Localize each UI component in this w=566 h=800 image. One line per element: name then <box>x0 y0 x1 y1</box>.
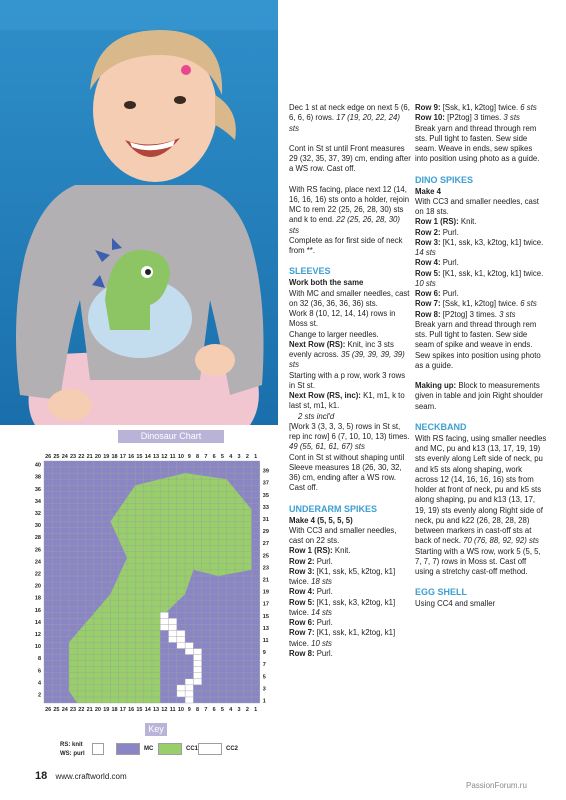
chart-cell-cc2 <box>160 612 168 618</box>
key-label-rs: RS: knit <box>60 742 83 748</box>
dinosaur-chart <box>0 446 278 746</box>
subheading: Make 4 <box>415 186 442 196</box>
instruction: Work 8 (10, 12, 14, 14) rows in Moss st. <box>289 309 396 329</box>
row-instruction: Row 4: Purl. <box>415 258 459 268</box>
chart-left-label: 14 <box>34 619 41 626</box>
making-up: Making up: Block to measurements given in table and join Right shoulder seam. <box>415 381 543 411</box>
chart-left-label: 4 <box>37 680 41 687</box>
chart-bottom-label: 4 <box>229 707 233 713</box>
chart-bottom-label: 7 <box>204 707 208 713</box>
chart-cell-cc2 <box>177 636 185 642</box>
chart-key <box>60 740 260 760</box>
chart-cell-cc2 <box>185 679 193 685</box>
heading-neckband: NECKBAND <box>415 421 467 432</box>
chart-left-label: 26 <box>34 547 41 554</box>
chart-bottom-label: 14 <box>144 707 151 713</box>
chart-right-label: 11 <box>262 638 269 644</box>
chart-bottom-label: 25 <box>53 707 60 713</box>
chart-right-label: 5 <box>262 674 266 681</box>
chart-top-label: 14 <box>144 454 151 460</box>
chart-cell-cc2 <box>185 649 193 655</box>
chart-cell-cc2 <box>160 618 168 624</box>
chart-bottom-label: 24 <box>61 707 68 713</box>
chart-bottom-label: 26 <box>45 707 52 713</box>
watermark: PassionForum.ru <box>466 781 527 790</box>
instruction: Using CC4 and smaller <box>415 599 496 609</box>
site-link[interactable]: www.craftworld.com <box>55 772 127 781</box>
chart-right-label: 35 <box>262 492 269 499</box>
chart-bottom-label: 6 <box>212 707 216 713</box>
chart-right-label: 3 <box>262 686 266 693</box>
chart-top-label: 24 <box>61 454 68 460</box>
paragraph: Dec 1 st at neck edge on next 5 (6, 6, 6, 6) rows. 17 (19, 20, 22, 24) sts <box>289 103 410 133</box>
instruction: Break yarn and thread through rem sts. Pull tight to fasten. Sew side seam. Weave in ends, sew spikes into position using photo as a guide. <box>415 123 540 164</box>
row-instruction: Row 10: [P2tog] 3 times. 3 sts <box>415 113 520 123</box>
row-instruction: Row 5: [K1, ssk, k1, k2tog, k1] twice. 10 sts <box>415 268 544 288</box>
chart-bottom-label: 23 <box>69 707 77 713</box>
chart-top-label: 11 <box>169 454 176 460</box>
chart-left-label: 22 <box>34 571 41 578</box>
chart-top-label: 1 <box>254 454 258 460</box>
chart-right-label: 39 <box>262 468 269 475</box>
chart-bottom-label: 13 <box>152 707 160 713</box>
subheading: Make 4 (5, 5, 5, 5) <box>289 515 353 525</box>
heading-egg-shell: EGG SHELL <box>415 587 468 598</box>
paragraph: With RS facing, place next 12 (14, 16, 16, 16) sts onto a holder, rejoin MC to rem 22 (25, 26, 28, 30) sts and k to end. 22 (25, 26, 28, 30) sts Complete as for first side of neck from **. <box>289 184 410 255</box>
instruction: Cast off. <box>289 483 318 493</box>
chart-top-label: 21 <box>86 454 93 460</box>
key-title: Key <box>145 723 167 736</box>
chart-cell-cc2 <box>169 624 177 630</box>
row-instruction: Row 9: [Ssk, k1, k2tog] twice. 6 sts <box>415 103 537 112</box>
chart-top-label: 18 <box>111 454 118 460</box>
chart-top-label: 16 <box>128 454 135 460</box>
hero-photo <box>0 0 278 425</box>
chart-right-label: 31 <box>262 517 269 523</box>
paragraph: Cont in St st until Front measures 29 (32, 35, 37, 39) cm, ending after a WS row. Cast off. <box>289 143 411 174</box>
chart-bottom-label: 8 <box>196 707 200 713</box>
chart-top-label: 13 <box>152 454 160 460</box>
row-instruction: Row 7: [Ssk, k1, k2tog] twice. 6 sts <box>415 299 537 309</box>
subheading: Work both the same <box>289 278 364 288</box>
chart-top-label: 17 <box>119 454 126 460</box>
row-instruction: Row 1 (RS): Knit. <box>415 217 477 227</box>
chart-left-label: 36 <box>34 486 41 493</box>
chart-left-label: 24 <box>34 559 41 566</box>
chart-right-label: 33 <box>262 504 269 511</box>
chart-top-label: 4 <box>229 454 233 460</box>
chart-bottom-label: 5 <box>220 707 224 713</box>
chart-left-label: 2 <box>37 692 41 699</box>
chart-top-label: 23 <box>69 454 77 460</box>
chart-cell-cc2 <box>193 679 201 685</box>
chart-cell-cc2 <box>169 636 177 642</box>
chart-bottom-label: 16 <box>128 707 135 713</box>
chart-left-label: 12 <box>34 631 41 638</box>
instruction: With MC and smaller needles, cast on 32 (36, 36, 36, 36) sts. <box>289 288 410 308</box>
chart-cell-cc2 <box>193 661 201 667</box>
chart-bottom-label: 19 <box>103 707 110 713</box>
chart-bottom-label: 9 <box>187 707 191 713</box>
chart-bottom-label: 18 <box>111 707 118 713</box>
row-instruction: Row 2: Purl. <box>415 227 459 237</box>
chart-cell-cc2 <box>193 655 201 661</box>
page-number: 18 <box>35 770 48 782</box>
key-label-ws: WS: purl <box>60 751 85 757</box>
key-swatch-cc1 <box>158 743 182 755</box>
row-instruction: Row 6: Purl. <box>415 289 459 298</box>
heading-sleeves: SLEEVES <box>289 266 331 277</box>
row-instruction: Row 4: Purl. <box>289 587 333 597</box>
row-instruction: Row 2: Purl. <box>289 556 333 566</box>
chart-right-label: 37 <box>262 480 269 487</box>
chart-bottom-label: 21 <box>86 707 93 713</box>
row-instruction: Row 5: [K1, ssk, k3, k2tog, k1] twice. 14 sts <box>289 597 396 617</box>
key-label-cc2: CC2 <box>226 746 239 752</box>
chart-left-label: 18 <box>34 595 41 602</box>
chart-cell-cc2 <box>177 643 185 649</box>
chart-cell-cc2 <box>193 649 201 655</box>
chart-bottom-label: 12 <box>161 707 168 713</box>
chart-cell-cc2 <box>177 691 185 697</box>
chart-left-label: 28 <box>34 535 41 542</box>
chart-cell-cc2 <box>177 630 185 636</box>
chart-right-label: 7 <box>262 662 266 669</box>
instruction: Cont in St st without shaping until Sleeve measures 18 (26, 30, 32, 36) cm, ending after a WS row. <box>289 452 405 482</box>
chart-gridlines <box>44 461 260 703</box>
chart-bottom-label: 2 <box>245 707 249 713</box>
chart-cell-cc2 <box>193 667 201 673</box>
chart-right-label: 15 <box>262 613 269 620</box>
chart-left-label: 6 <box>37 668 41 675</box>
key-label-cc1: CC1 <box>186 746 199 752</box>
chart-bottom-label: 11 <box>169 707 176 713</box>
instruction: [Work 3 (3, 3, 3, 5) rows in St st, rep inc row] 6 (7, 10, 10, 13) times. 49 (55, 61, 61, 67) sts <box>289 421 410 452</box>
chart-left-label: 10 <box>34 644 41 651</box>
chart-left-label: 8 <box>37 656 41 663</box>
row-instruction: Row 8: Purl. <box>289 648 333 658</box>
chart-top-label: 8 <box>196 454 200 460</box>
key-swatch-cc2 <box>198 743 222 755</box>
chart-top-label: 10 <box>177 454 185 460</box>
chart-right-label: 25 <box>262 553 269 560</box>
chart-left-label: 38 <box>34 474 41 481</box>
chart-right-label: 29 <box>262 529 269 536</box>
row-instruction: Row 1 (RS): Knit. <box>289 546 351 556</box>
chart-top-label: 5 <box>220 454 224 460</box>
chart-cell-cc2 <box>185 643 193 649</box>
chart-top-label: 15 <box>136 454 143 460</box>
instruction: With CC3 and smaller needles, cast on 22 sts. <box>289 525 397 545</box>
instruction: With RS facing, using smaller needles and MC, pu and k13 (13, 17, 19, 19) sts evenly along Left side of neck, pu and k5 sts along shaping, work across 12 (14, 16, 16, 16) sts from holder at front of neck, pu and k5 sts along shaping, pu and k13 (13, 17, 19, 19) sts evenly along Right side of neck, pu and k22 (26, 28, 28, 28) between markers in cast-off sts at back of neck. 70 (76, 88, 92, 92) sts <box>415 433 547 546</box>
row-instruction: Row 8: [P2tog] 3 times. 3 sts <box>415 309 516 319</box>
chart-top-label: 20 <box>94 454 102 460</box>
instruction: Next Row (RS): Knit, inc 3 sts evenly across. 35 (39, 39, 39, 39) sts <box>289 339 405 370</box>
chart-bottom-label: 15 <box>136 707 143 713</box>
chart-cell-cc2 <box>185 697 193 703</box>
chart-right-label: 19 <box>262 589 269 596</box>
chart-title: Dinosaur Chart <box>118 430 224 443</box>
chart-right-label: 13 <box>262 625 269 632</box>
chart-bottom-label: 1 <box>254 707 258 713</box>
instruction: Starting with a p row, work 3 rows in St st. <box>289 370 406 390</box>
chart-cell-cc2 <box>169 630 177 636</box>
chart-cell-cc2 <box>169 618 177 624</box>
chart-left-label: 34 <box>34 498 41 505</box>
instruction: Break yarn and thread through rem sts. Pull tight to fasten. Sew side seam of spike and weave in ends. Sew spikes into position using photo as a guide. <box>415 319 541 370</box>
chart-top-label: 26 <box>45 454 52 460</box>
chart-right-label: 23 <box>262 565 269 572</box>
chart-left-label: 16 <box>34 607 41 614</box>
chart-top-label: 25 <box>53 454 60 460</box>
key-swatch-knit <box>92 743 104 755</box>
chart-bottom-label: 17 <box>119 707 126 713</box>
chart-bottom-label: 10 <box>177 707 185 713</box>
key-swatch-mc <box>116 743 140 755</box>
chart-cell-cc2 <box>177 685 185 691</box>
page-footer <box>35 770 127 782</box>
chart-cell-cc2 <box>185 685 193 691</box>
chart-right-label: 9 <box>262 650 266 657</box>
row-instruction: Row 3: [K1, ssk, k5, k2tog, k1] twice. 18 sts <box>289 566 396 586</box>
chart-top-label: 9 <box>187 454 191 460</box>
heading-underarm-spikes: UNDERARM SPIKES <box>289 503 378 514</box>
chart-right-label: 27 <box>262 541 269 548</box>
instruction: Change to larger needles. <box>289 329 379 339</box>
chart-top-label: 6 <box>212 454 216 460</box>
text-column-1 <box>289 103 411 659</box>
heading-dino-spikes: DINO SPIKES <box>415 174 474 185</box>
chart-right-label: 17 <box>262 601 269 608</box>
chart-right-label: 1 <box>262 698 266 705</box>
text-column-2 <box>415 103 547 610</box>
chart-bottom-label: 20 <box>94 707 102 713</box>
chart-left-label: 40 <box>34 462 41 469</box>
chart-right-label: 21 <box>262 577 269 584</box>
chart-left-label: 32 <box>34 510 41 517</box>
chart-bottom-label: 22 <box>78 707 85 713</box>
chart-bottom-label: 3 <box>237 707 241 713</box>
instruction: With CC3 and smaller needles, cast on 18 sts. <box>415 196 539 216</box>
row-instruction: Row 6: Purl. <box>289 618 333 627</box>
chart-top-label: 22 <box>78 454 85 460</box>
chart-cell-cc2 <box>185 691 193 697</box>
chart-left-label: 30 <box>34 523 41 530</box>
chart-cell-cc2 <box>160 624 168 630</box>
chart-top-label: 7 <box>204 454 208 460</box>
row-instruction: Row 3: [K1, ssk, k3, k2tog, k1] twice. 14 sts <box>415 237 544 257</box>
chart-top-label: 12 <box>161 454 168 460</box>
chart-cell-cc2 <box>193 673 201 679</box>
instruction: Starting with a WS row, work 5 (5, 5, 7, 7, 7) rows in Moss st. Cast off using a stretchy cast-off method. <box>415 546 541 576</box>
chart-top-label: 3 <box>237 454 241 460</box>
key-label-mc: MC <box>144 746 154 752</box>
row-instruction: Row 7: [K1, ssk, k1, k2tog, k1] twice. 10 sts <box>289 628 396 648</box>
instruction: Next Row (RS, inc): K1, m1, k to last st, m1, k1. 2 sts incl'd <box>289 391 405 421</box>
chart-top-label: 2 <box>245 454 249 460</box>
chart-top-label: 19 <box>103 454 110 460</box>
chart-left-label: 20 <box>34 583 41 590</box>
